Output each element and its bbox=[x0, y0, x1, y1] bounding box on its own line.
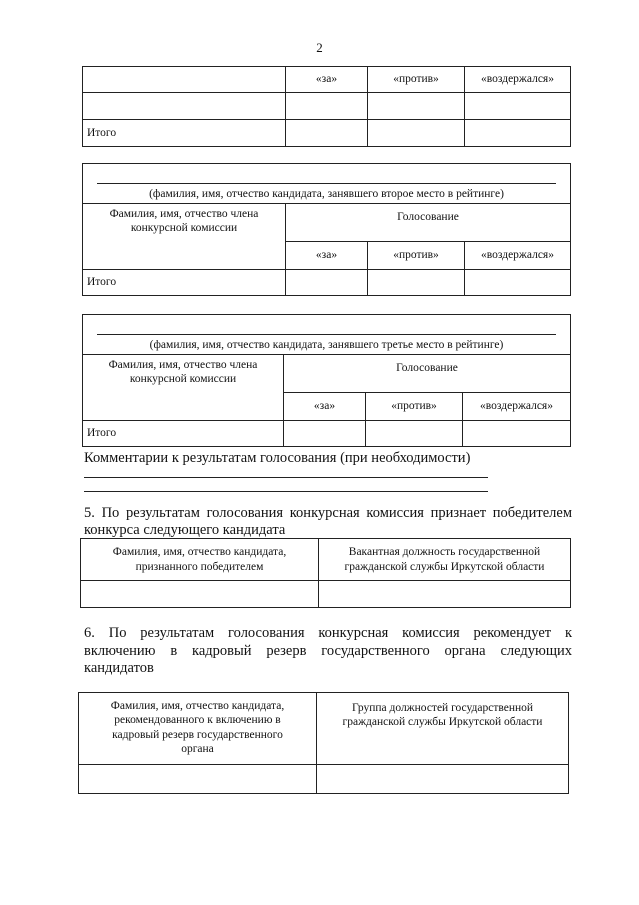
empty-cell bbox=[83, 67, 286, 93]
reserve-table bbox=[78, 692, 569, 794]
table-cell[interactable] bbox=[463, 421, 571, 447]
candidate-caption: (фамилия, имя, отчество кандидата, занявшего третье место в рейтинге) bbox=[149, 338, 504, 351]
voting-table-first bbox=[82, 66, 571, 147]
section5-text-line2: конкурса следующего кандидата bbox=[84, 522, 286, 538]
winner-name-header: Фамилия, имя, отчество кандидата, признанного победителем bbox=[81, 539, 319, 581]
vote-for-header: «за» bbox=[284, 393, 366, 421]
table-cell[interactable] bbox=[368, 120, 465, 147]
table-cell[interactable] bbox=[286, 120, 368, 147]
page-number: 2 bbox=[316, 40, 323, 55]
table-cell[interactable] bbox=[465, 120, 571, 147]
voting-table-second-place bbox=[82, 163, 571, 296]
member-header: Фамилия, имя, отчество члена конкурсной комиссии bbox=[83, 355, 284, 421]
section6-text-line3: кандидатов bbox=[84, 660, 154, 676]
candidate-caption-cell bbox=[83, 315, 571, 355]
vote-abstain-header: «воздержался» bbox=[463, 393, 571, 421]
section6-text-line2: включению в кадровый резерв государственного органа следующих bbox=[84, 643, 572, 659]
table-cell[interactable] bbox=[317, 765, 569, 794]
reserve-name-header: Фамилия, имя, отчество кандидата, рекомендованного к включению в кадровый резерв государственного органа bbox=[79, 693, 317, 765]
comments-label: Комментарии к результатам голосования (при необходимости) bbox=[84, 450, 471, 466]
vote-against-header: «против» bbox=[368, 242, 465, 270]
table-cell[interactable] bbox=[286, 270, 368, 296]
position-group-header: Группа должностей государственной гражданской службы Иркутской области bbox=[317, 693, 569, 765]
voting-header: Голосование bbox=[284, 355, 571, 393]
table-cell[interactable] bbox=[284, 421, 366, 447]
comments-line[interactable] bbox=[84, 491, 488, 492]
table-cell[interactable] bbox=[319, 581, 571, 608]
section5-text-line1: 5. По результатам голосования конкурсная комиссия признает победителем bbox=[84, 505, 572, 521]
member-header: Фамилия, имя, отчество члена конкурсной комиссии bbox=[83, 204, 286, 270]
section6-text-line1: 6. По результатам голосования конкурсная комиссия рекомендует к bbox=[84, 625, 572, 641]
table-cell[interactable] bbox=[465, 270, 571, 296]
candidate-caption-cell bbox=[83, 164, 571, 204]
table-cell[interactable] bbox=[81, 581, 319, 608]
table-cell[interactable] bbox=[79, 765, 317, 794]
vote-for-header: «за» bbox=[286, 242, 368, 270]
table-cell[interactable] bbox=[286, 93, 368, 120]
table-cell[interactable] bbox=[368, 270, 465, 296]
candidate-name-line[interactable] bbox=[97, 183, 556, 184]
voting-table-third-place bbox=[82, 314, 571, 447]
vote-against-header: «против» bbox=[366, 393, 463, 421]
total-label: Итого bbox=[83, 421, 284, 447]
table-cell[interactable] bbox=[366, 421, 463, 447]
total-label: Итого bbox=[83, 120, 286, 147]
voting-header: Голосование bbox=[286, 204, 571, 242]
comments-line[interactable] bbox=[84, 477, 488, 478]
winner-table bbox=[80, 538, 571, 608]
vacant-position-header: Вакантная должность государственной гражданской службы Иркутской области bbox=[319, 539, 571, 581]
vote-abstain-header: «воздержался» bbox=[465, 67, 571, 93]
candidate-name-line[interactable] bbox=[97, 334, 556, 335]
table-cell[interactable] bbox=[368, 93, 465, 120]
table-cell[interactable] bbox=[83, 93, 286, 120]
table-cell[interactable] bbox=[465, 93, 571, 120]
vote-abstain-header: «воздержался» bbox=[465, 242, 571, 270]
candidate-caption: (фамилия, имя, отчество кандидата, занявшего второе место в рейтинге) bbox=[149, 187, 504, 200]
vote-for-header: «за» bbox=[286, 67, 368, 93]
total-label: Итого bbox=[83, 270, 286, 296]
vote-against-header: «против» bbox=[368, 67, 465, 93]
